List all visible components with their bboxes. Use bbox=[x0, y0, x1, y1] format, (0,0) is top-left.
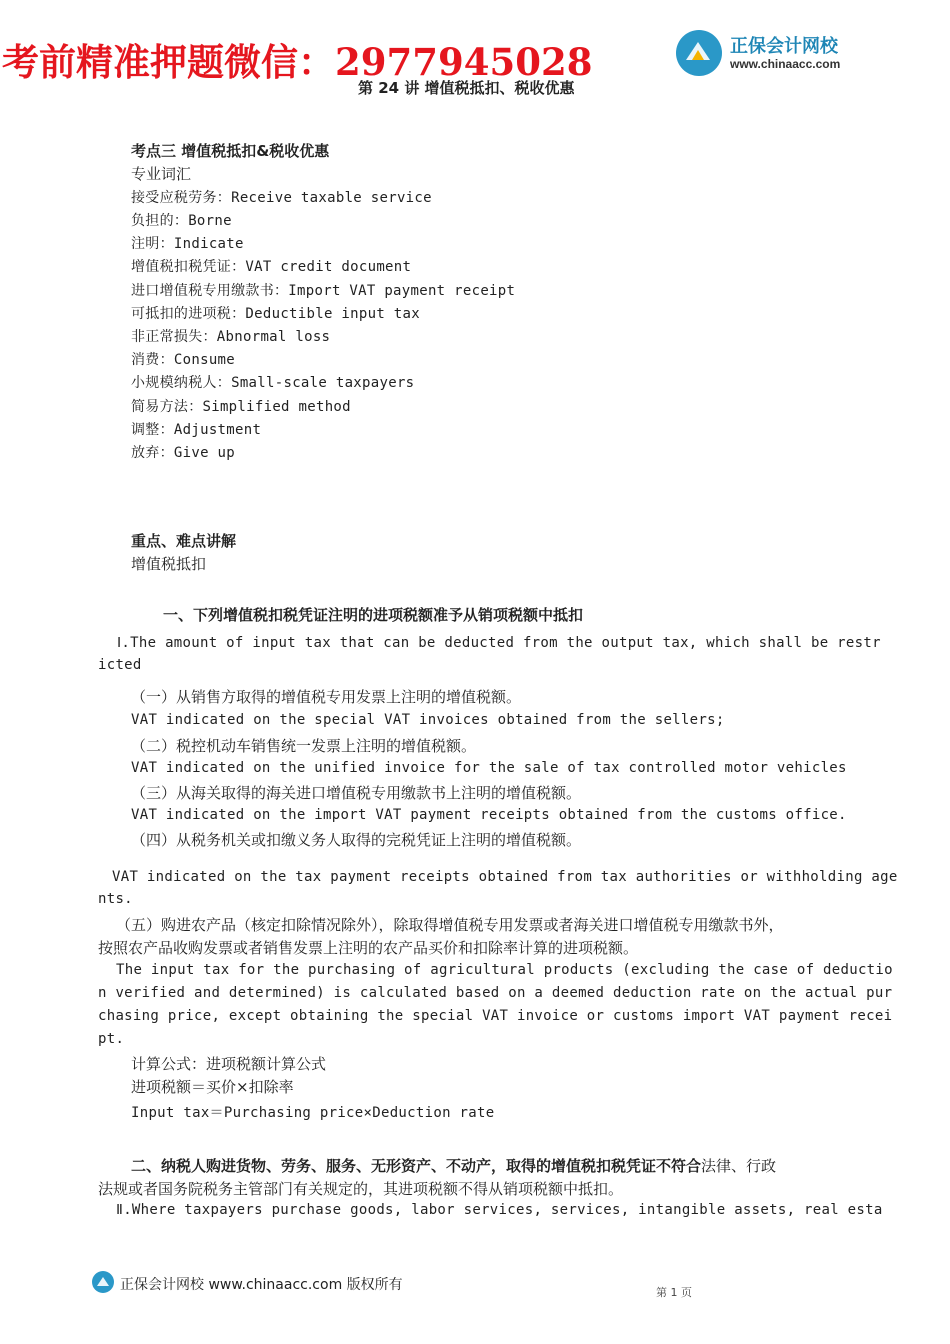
item-5-cut-line: 计算公式：进项税额计算公式 bbox=[131, 1055, 327, 1073]
section-title: 考点三 增值税抵扣&税收优惠 bbox=[131, 142, 330, 160]
vocab-item: 简易方法：Simplified method bbox=[131, 399, 351, 415]
item-5-en: pt. bbox=[98, 1031, 125, 1047]
item-1-cn: （一）从销售方取得的增值税专用发票上注明的增值税额。 bbox=[131, 688, 522, 706]
item-3-en: VAT indicated on the import VAT payment receipts obtained from the customs office. bbox=[131, 807, 847, 823]
rule-1-heading: 一、下列增值税扣税凭证注明的进项税额准予从销项税额中抵扣 bbox=[163, 606, 584, 624]
vocab-item: 进口增值税专用缴款书：Import VAT payment receipt bbox=[131, 283, 516, 299]
vocab-item: 注明：Indicate bbox=[131, 236, 244, 252]
rule-2-cont: 法规或者国务院税务主管部门有关规定的，其进项税额不得从销项税额中抵扣。 bbox=[98, 1180, 624, 1198]
vocab-item: 小规模纳税人：Small-scale taxpayers bbox=[131, 375, 415, 391]
formula-en: Input tax＝Purchasing price×Deduction rate bbox=[131, 1105, 495, 1121]
logo-name: 正保会计网校 bbox=[730, 36, 838, 57]
item-4-en: VAT indicated on the tax payment receipts obtained from tax authorities or withholding age bbox=[112, 869, 898, 885]
rule-1-english: Ⅰ.The amount of input tax that can be deducted from the output tax, which shall be restr bbox=[117, 635, 881, 651]
item-5-en: chasing price, except obtaining the special VAT invoice or customs import VAT payment recei bbox=[98, 1008, 893, 1024]
brand-logo bbox=[676, 30, 866, 78]
footer-logo-icon bbox=[92, 1271, 114, 1293]
vocab-item: 非正常损失：Abnormal loss bbox=[131, 329, 331, 345]
key-points-heading: 重点、难点讲解 bbox=[131, 532, 237, 550]
rule-1-english-cont: icted bbox=[98, 657, 142, 673]
vocab-item: 负担的：Borne bbox=[131, 213, 232, 229]
vocab-heading: 专业词汇 bbox=[131, 165, 192, 183]
item-2-cn: （二）税控机动车销售统一发票上注明的增值税额。 bbox=[131, 737, 477, 755]
vocab-item: 接受应税劳务：Receive taxable service bbox=[131, 190, 432, 206]
logo-emblem-icon bbox=[676, 30, 722, 76]
item-3-cn: （三）从海关取得的海关进口增值税专用缴款书上注明的增值税额。 bbox=[131, 784, 582, 802]
item-4-en-cont: nts. bbox=[98, 891, 133, 907]
key-points-subheading: 增值税抵扣 bbox=[131, 555, 207, 573]
item-4-cn: （四）从税务机关或扣缴义务人取得的完税凭证上注明的增值税额。 bbox=[131, 831, 582, 849]
vocab-item: 调整：Adjustment bbox=[131, 422, 262, 438]
item-5-cn: （五）购进农产品（核定扣除情况除外），除取得增值税专用发票或者海关进口增值税专用缴款书外， bbox=[116, 916, 784, 934]
item-2-en: VAT indicated on the unified invoice for the sale of tax controlled motor vehicles bbox=[131, 760, 847, 776]
item-1-en: VAT indicated on the special VAT invoices obtained from the sellers; bbox=[131, 712, 725, 728]
item-5-en: n verified and determined) is calculated based on a deemed deduction rate on the actual pur bbox=[98, 985, 893, 1001]
vocab-item: 消费：Consume bbox=[131, 352, 236, 368]
vocab-item: 放弃：Give up bbox=[131, 445, 236, 461]
vocab-item: 可抵扣的进项税：Deductible input tax bbox=[131, 306, 420, 322]
footer-copyright: 正保会计网校 www.chinaacc.com 版权所有 bbox=[120, 1277, 403, 1293]
logo-url: www.chinaacc.com bbox=[730, 57, 841, 71]
page-number: 第 1 页 bbox=[656, 1286, 692, 1299]
promo-banner: 考前精准押题微信：2977945028 bbox=[2, 40, 593, 84]
item-5-cn-cont: 按照农产品收购发票或者销售发票上注明的农产品买价和扣除率计算的进项税额。 bbox=[98, 939, 639, 957]
vocab-item: 增值税扣税凭证：VAT credit document bbox=[131, 259, 412, 275]
rule-2-english: Ⅱ.Where taxpayers purchase goods, labor services, services, intangible assets, real esta bbox=[116, 1202, 883, 1218]
rule-2-heading: 二、纳税人购进货物、劳务、服务、无形资产、不动产，取得的增值税扣税凭证不符合法律、行政 bbox=[131, 1157, 777, 1175]
lecture-title: 第 24 讲 增值税抵扣、税收优惠 bbox=[358, 79, 575, 97]
formula-cn: 进项税额＝买价×扣除率 bbox=[131, 1078, 294, 1096]
item-5-en: The input tax for the purchasing of agricultural products (excluding the case of deductio bbox=[116, 962, 893, 978]
